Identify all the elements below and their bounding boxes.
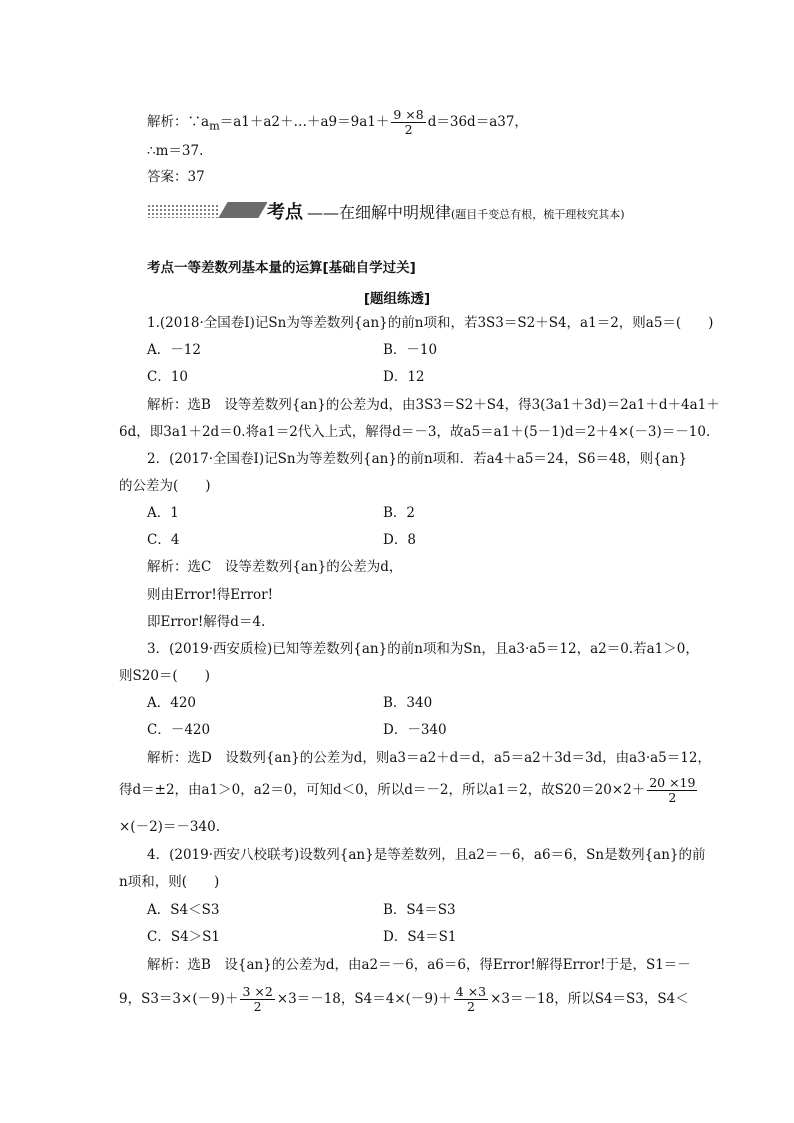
q1-option-b: B．－10	[383, 342, 438, 358]
text: ＝a1＋a2＋…＋a9＝9a1＋	[219, 114, 390, 130]
q2-stem-1: 2．(2017·全国卷Ⅰ)记Sn为等差数列{an}的前n项和．若a4＋a5＝24，S6＝48，则{an}	[147, 451, 688, 467]
q2-stem-2: 的公差为( )	[119, 478, 211, 494]
q4-option-a: A．S4＜S3	[147, 902, 220, 918]
q1-option-c: C．10	[147, 369, 189, 385]
banner-subtitle	[307, 200, 625, 223]
banner-title: 考点	[267, 202, 303, 223]
q4-option-c: C．S4＞S1	[147, 929, 221, 945]
q1-option-d: D．12	[383, 369, 425, 385]
q1-stem: 1.(2018·全国卷Ⅰ)记Sn为等差数列{an}的前n项和，若3S3＝S2＋S4，a1＝2，则a5＝( )	[147, 315, 714, 331]
text: d＝36d＝a37，	[427, 114, 528, 130]
denominator: 2	[466, 999, 475, 1014]
q3-solution-2	[119, 776, 699, 805]
group-heading: [题组练透]	[363, 291, 431, 307]
q2-option-c: C．4	[147, 532, 180, 548]
text: 得d＝±2，由a1＞0，a2＝0，可知d＜0，所以d＝－2，所以a1＝2，故S20＝20×2＋	[119, 782, 646, 798]
fraction	[454, 985, 488, 1014]
solution-line-2: ∴m＝37.	[147, 143, 204, 159]
dotted-decoration	[147, 204, 219, 218]
q4-stem-2: n项和，则( )	[119, 874, 220, 890]
q4-stem-1: 4．(2019·西安八校联考)设数列{an}是等差数列，且a2＝－6，a6＝6，Sn是数列{an}的前	[147, 847, 706, 863]
denominator: 2	[404, 122, 413, 137]
q3-option-a: A．420	[147, 695, 197, 711]
q2-option-a: A．1	[147, 505, 179, 521]
text: 解析：∵a	[147, 114, 210, 130]
subscript: m	[209, 119, 220, 133]
q1-solution-1: 解析：选B 设等差数列{an}的公差为d，由3S3＝S2＋S4，得3(3a1＋3d)＝2a1＋d＋4a1＋	[147, 397, 720, 413]
q3-stem-1: 3．(2019·西安质检)已知等差数列{an}的前n项和为Sn，且a3·a5＝12，a2＝0.若a1＞0，	[147, 641, 699, 657]
denominator: 2	[253, 999, 262, 1014]
q2-option-b: B．2	[383, 505, 416, 521]
slant-bar-decoration	[218, 202, 267, 218]
fraction	[647, 776, 697, 805]
q4-solution-2	[119, 985, 689, 1014]
q2-option-d: D．8	[383, 532, 416, 548]
q1-option-a: A．－12	[147, 342, 201, 358]
fraction	[240, 985, 274, 1014]
q2-solution-2: 则由Error!得Error!	[147, 587, 274, 603]
text: ×3＝－18，所以S4＝S3，S4＜	[490, 991, 689, 1007]
solution-line-1	[147, 108, 528, 137]
q3-solution-1: 解析：选D 设数列{an}的公差为d，则a3＝a2＋d＝d，a5＝a2＋3d＝3d，由a3·a5＝12，	[147, 750, 711, 766]
q4-option-b: B．S4＝S3	[383, 902, 456, 918]
numerator: 4 ×3	[455, 984, 487, 999]
section-banner	[147, 198, 677, 226]
numerator: 3 ×2	[242, 984, 273, 999]
numerator: 20 ×19	[649, 775, 696, 790]
q3-solution-3: ×(－2)＝－340.	[119, 819, 220, 835]
text: ×3＝－18，S4＝4×(－9)＋	[276, 991, 452, 1007]
q1-solution-2: 6d，即3a1＋2d＝0.将a1＝2代入上式，解得d＝－3，故a5＝a1＋(5－1)d＝2＋4×(－3)＝－10.	[119, 424, 711, 440]
fraction	[391, 108, 425, 137]
denominator: 2	[668, 790, 677, 805]
banner-subtitle-text: ——在细解中明规律	[307, 203, 452, 222]
q4-solution-1: 解析：选B 设{an}的公差为d，由a2＝－6，a6＝6，得Error!解得Error!于是，S1＝－	[147, 957, 691, 973]
q3-option-b: B．340	[383, 695, 433, 711]
q3-stem-2: 则S20＝( )	[119, 668, 210, 684]
q2-solution-3: 即Error!解得d＝4.	[147, 614, 266, 630]
numerator: 9 ×8	[393, 107, 424, 122]
section-heading: 考点一等差数列基本量的运算[基础自学过关]	[147, 260, 416, 276]
q3-option-d: D．－340	[383, 722, 447, 738]
text: 9，S3＝3×(－9)＋	[119, 991, 239, 1007]
banner-note: (题目千变总有根，梳干理枝究其本)	[451, 208, 625, 221]
q2-solution-1: 解析：选C 设等差数列{an}的公差为d，	[147, 559, 403, 575]
q4-option-d: D．S4＝S1	[383, 929, 457, 945]
answer-line: 答案：37	[147, 169, 205, 185]
q3-option-c: C．－420	[147, 722, 211, 738]
